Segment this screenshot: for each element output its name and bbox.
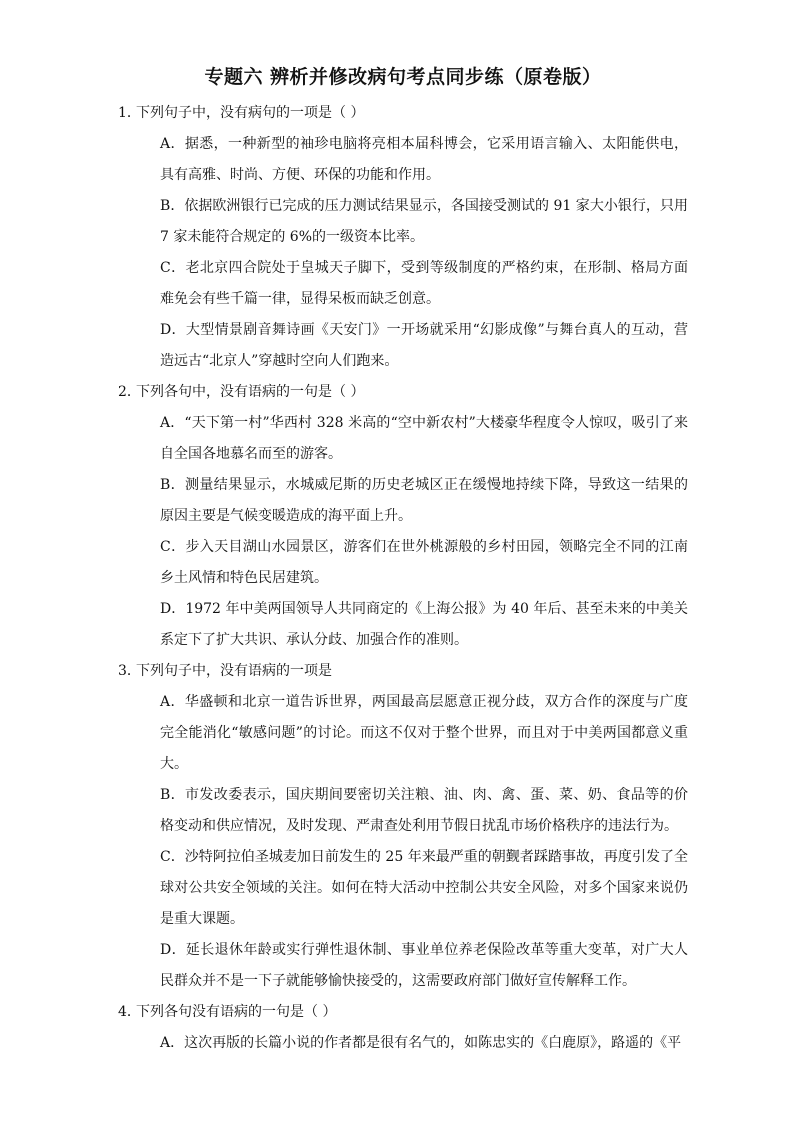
question-number: 4． [118, 1004, 141, 1020]
question-number: 1． [118, 105, 141, 121]
question-item [118, 98, 688, 377]
option-item: D．大型情景剧音舞诗画《天安门》一开场就采用“幻影成像”与舞台真人的互动，营造远古“北京人”穿越时空向人们跑来。 [160, 322, 688, 369]
page-title: 专题六 辨析并修改病句考点同步练（原卷版） [204, 66, 602, 88]
question-stem [118, 377, 688, 408]
option-item: D．1972 年中美两国领导人共同商定的《上海公报》为 40 年后、甚至未来的中美关系定下了扩大共识、承认分歧、加强合作的准则。 [160, 601, 688, 648]
option-item: A．据悉，一种新型的袖珍电脑将亮相本届科博会，它采用语言输入、太阳能供电，具有高雅、时尚、方便、环保的功能和作用。 [160, 136, 688, 183]
option-list [136, 408, 688, 656]
question-stem-text: 下列各句没有语病的一句是（ ） [136, 1004, 337, 1020]
question-stem [118, 98, 688, 129]
question-number: 2． [118, 384, 141, 400]
option-item: C．步入天目湖山水园景区，游客们在世外桃源般的乡村田园，领略完全不同的江南乡土风情和特色民居建筑。 [160, 539, 688, 586]
option-list [136, 1028, 688, 1059]
question-stem-text: 下列各句中，没有语病的一句是（ ） [136, 384, 365, 400]
option-item: A．这次再版的长篇小说的作者都是很有名气的，如陈忠实的《白鹿原》，路遥的《平 [160, 1035, 682, 1051]
option-item: A．华盛顿和北京一道告诉世界，两国最高层愿意正视分歧，双方合作的深度与广度完全能消化“敏感问题”的讨论。而这不仅对于整个世界，而且对于中美两国都意义重大。 [160, 694, 688, 772]
option-item: B．市发改委表示，国庆期间要密切关注粮、油、肉、禽、蛋、菜、奶、食品等的价格变动和供应情况，及时发现、严肃查处利用节假日扰乱市场价格秩序的违法行为。 [160, 787, 688, 834]
option-list [136, 129, 688, 377]
option-item: D．延长退休年龄或实行弹性退休制、事业单位养老保险改革等重大变革，对广大人民群众并不是一下子就能够愉快接受的，这需要政府部门做好宣传解释工作。 [160, 942, 688, 989]
question-list [118, 98, 688, 1059]
question-stem [118, 997, 688, 1028]
question-item [118, 377, 688, 656]
question-stem-text: 下列句子中，没有病句的一项是（ ） [136, 105, 365, 121]
question-number: 3． [118, 663, 141, 679]
option-item: B．测量结果显示，水城威尼斯的历史老城区正在缓慢地持续下降，导致这一结果的原因主要是气候变暖造成的海平面上升。 [160, 477, 688, 524]
option-item: C．沙特阿拉伯圣城麦加日前发生的 25 年来最严重的朝觐者踩踏事故，再度引发了全球对公共安全领域的关注。如何在特大活动中控制公共安全风险，对多个国家来说仍是重大课题。 [160, 849, 688, 927]
option-item: A．“天下第一村”华西村 328 米高的“空中新农村”大楼豪华程度令人惊叹，吸引了来自全国各地慕名而至的游客。 [160, 415, 688, 462]
question-stem-text: 下列句子中，没有语病的一项是 [136, 663, 332, 679]
option-list [136, 687, 688, 997]
option-item: B．依据欧洲银行已完成的压力测试结果显示，各国接受测试的 91 家大小银行，只用 7 家未能符合规定的 6%的一级资本比率。 [160, 198, 688, 245]
question-item [118, 656, 688, 997]
question-item [118, 997, 688, 1059]
question-stem [118, 656, 688, 687]
option-item: C．老北京四合院处于皇城天子脚下，受到等级制度的严格约束，在形制、格局方面难免会有些千篇一律，显得呆板而缺乏创意。 [160, 260, 688, 307]
